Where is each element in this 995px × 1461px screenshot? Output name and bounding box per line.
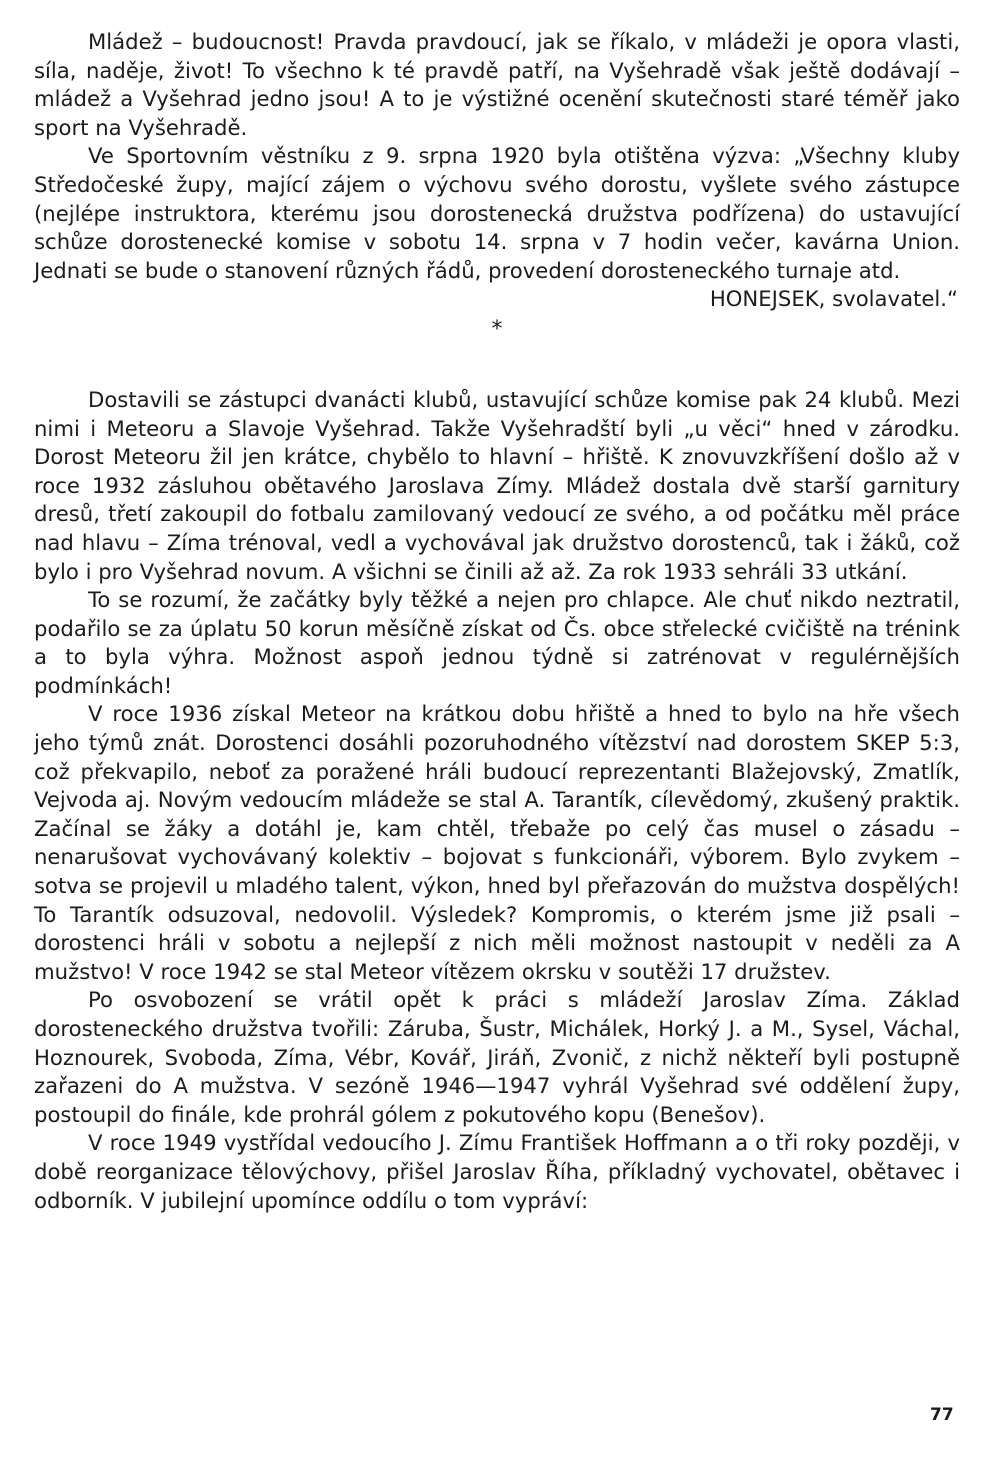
paragraph-intro: Mládež – budoucnost! Pravda pravdoucí, jak se říkalo, v mládeži je opora vlasti, síla, naděje, život! To všechno k té pravdě patří, na Vyšehradě však ještě dodávají – mládež a Vyšehrad jedno jsou! A to je výstižné ocenění skutečnosti staré téměř jako sport na Vyšehradě. — [34, 29, 960, 140]
paragraph-appeal: Ve Sportovním věstníku z 9. srpna 1920 byla otištěna výzva: „Všechny kluby Středočeské župy, mající zájem o výchovu svého dorostu, vyšlete svého zástupce (nejlépe instruktora, kterému jsou dorostenecká družstva podřízena) do ustavující schůze dorostenecké komise v sobotu 14. srpna v 7 hodin večer, kavárna Union. Jednati se bude o stanovení různých řádů, provedení dorosteneckého turnaje atd. — [34, 143, 960, 283]
signature: HONEJSEK, svolavatel.“ — [709, 286, 958, 312]
section-separator: * — [491, 316, 503, 342]
paragraph-liberation: Po osvobození se vrátil opět k práci s mládeží Jaroslav Zíma. Základ dorosteneckého družstva tvořili: Záruba, Šustr, Michálek, Horký J. a M., Sysel, Váchal, Hoznourek, Svoboda, Zíma, Vébr, Kovář, Jiráň, Zvonič, z nichž někteří byli postupně zařazeni do A mužstva. V sezóně 1946—1947 vyhrál Vyšehrad své oddělení župy, postoupil do finále, kde prohrál gólem z pokutového kopu (Benešov). — [34, 987, 960, 1127]
page-number: 77 — [930, 1405, 954, 1425]
paragraph-1949: V roce 1949 vystřídal vedoucího J. Zímu František Hoffmann a o tři roky později, v době reorganizace tělovýchovy, přišel Jaroslav Říha, příkladný vychovatel, obětavec i odborník. V jubilejní upomínce oddílu o tom vypráví: — [34, 1130, 960, 1213]
paragraph-founding: Dostavili se zástupci dvanácti klubů, ustavující schůze komise pak 24 klubů. Mezi nimi i Meteoru a Slavoje Vyšehrad. Takže Vyšehradští byli „u věci“ hned v zárodku. Dorost Meteoru žil jen krátce, chybělo to hlavní – hřiště. K znovuvzkříšení došlo až v roce 1932 zásluhou obětavého Jaroslava Zímy. Mládež dostala dvě starší garnitury dresů, třetí zakoupil do fotbalu zamilovaný vedoucí ze svého, a od počátku měl práce nad hlavu – Zíma trénoval, vedl a vychovával jak družstvo dorostenců, tak i žáků, což bylo i pro Vyšehrad novum. A všichni se činili až až. Za rok 1933 sehráli 33 utkání. — [34, 386, 960, 584]
page-body — [34, 28, 960, 1215]
paragraph-1936: V roce 1936 získal Meteor na krátkou dobu hřiště a hned to bylo na hře všech jeho týmů znát. Dorostenci dosáhli pozoruhodného vítězství nad dorostem SKEP 5:3, což překvapilo, neboť za poražené hráli budoucí reprezentanti Blažejovský, Zmatlík, Vejvoda aj. Novým vedoucím mládeže se stal A. Tarantík, cílevědomý, zkušený praktik. Začínal se žáky a dotáhl je, kam chtěl, třebaže po celý čas musel o zásadu – nenarušovat vychovávaný kolektiv – bojovat s funkcionáři, výborem. Bylo zvykem – sotva se projevil u mladého talent, výkon, hned byl přeřazován do mužstva dospělých! To Tarantík odsuzoval, nedovolil. Výsledek? Kompromis, o kterém jsme již psali – dorostenci hráli v sobotu a nejlepší z nich měli možnost nastoupit v neděli za A mužstvo! V roce 1942 se stal Meteor vítězem okrsku v soutěži 17 družstev. — [34, 701, 960, 984]
paragraph-beginnings: To se rozumí, že začátky byly těžké a nejen pro chlapce. Ale chuť nikdo neztratil, podařilo se za úplatu 50 korun měsíčně získat od Čs. obce střelecké cvičiště na trénink a to byla výhra. Možnost aspoň jednou týdně si zatrénovat v regulérnějších podmínkách! — [34, 587, 960, 698]
